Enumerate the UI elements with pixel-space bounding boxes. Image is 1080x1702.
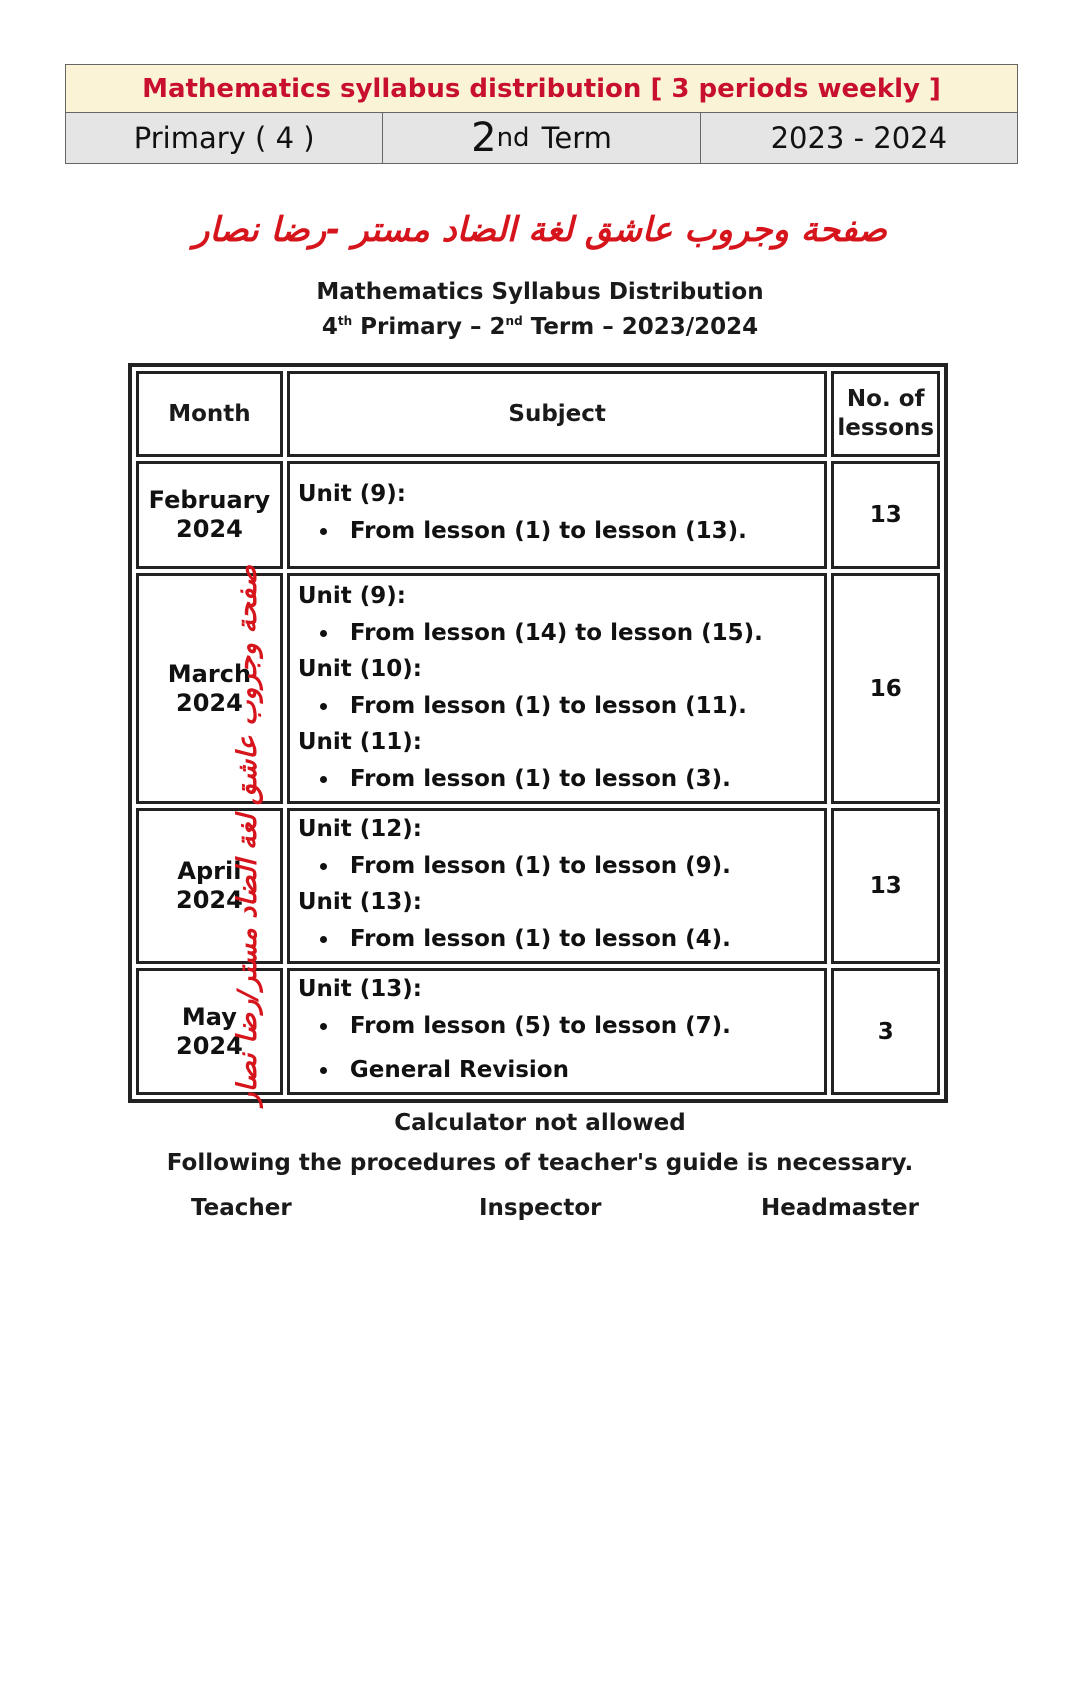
unit-label: Unit (12): bbox=[297, 816, 423, 842]
header-term-number: 2 bbox=[471, 115, 497, 161]
header-year: 2023 - 2024 bbox=[700, 113, 1017, 163]
unit-label: Unit (10): bbox=[297, 656, 423, 682]
arabic-caption: صفحة وجروب عاشق لغة الضاد مستر -رضا نصار bbox=[192, 210, 888, 250]
unit-label: Unit (9): bbox=[297, 583, 407, 609]
header-box bbox=[65, 64, 1018, 164]
header-info-row bbox=[66, 113, 1017, 163]
month-year: 2024 bbox=[176, 1031, 243, 1060]
lesson-count: 13 bbox=[831, 461, 940, 569]
month-year: 2024 bbox=[176, 688, 243, 717]
inspector-signature-label: Inspector bbox=[479, 1195, 602, 1221]
month-name: February bbox=[148, 486, 271, 514]
month-year: 2024 bbox=[176, 515, 243, 543]
month-header: Month bbox=[136, 371, 283, 457]
lesson-range: From lesson (1) to lesson (11). bbox=[350, 684, 817, 728]
calculator-note: Calculator not allowed bbox=[394, 1110, 686, 1136]
month-year: 2024 bbox=[176, 886, 243, 914]
header-term-suffix: nd bbox=[496, 123, 530, 153]
document-title-line1: Mathematics Syllabus Distribution bbox=[316, 279, 764, 305]
header-term bbox=[382, 113, 699, 163]
lesson-count: 3 bbox=[831, 968, 940, 1095]
subject-cell bbox=[287, 573, 828, 804]
month-name: April bbox=[177, 857, 242, 885]
header-title: Mathematics syllabus distribution [ 3 periods weekly ] bbox=[66, 65, 1017, 113]
header-term-word: Term bbox=[541, 121, 612, 155]
subject-header: Subject bbox=[287, 371, 828, 457]
lesson-range: From lesson (1) to lesson (9). bbox=[350, 844, 817, 888]
unit-label: Unit (11): bbox=[297, 729, 423, 755]
document-title-line2 bbox=[0, 307, 1080, 342]
term-sup: nd bbox=[505, 314, 523, 328]
table-header-row bbox=[136, 371, 940, 457]
month-name: March bbox=[167, 659, 252, 688]
general-revision: General Revision bbox=[350, 1048, 817, 1092]
subject-cell bbox=[287, 461, 828, 569]
lesson-count: 13 bbox=[831, 808, 940, 964]
lesson-range: From lesson (5) to lesson (7). bbox=[350, 1004, 817, 1048]
headmaster-signature-label: Headmaster bbox=[761, 1195, 919, 1221]
month-name: May bbox=[181, 1002, 237, 1031]
header-grade: Primary ( 4 ) bbox=[133, 121, 315, 155]
unit-label: Unit (13): bbox=[297, 889, 423, 915]
count-header-line2: lessons bbox=[837, 415, 935, 441]
lesson-range: From lesson (1) to lesson (13). bbox=[350, 509, 817, 553]
teacher-signature-label: Teacher bbox=[191, 1195, 292, 1221]
lesson-count: 16 bbox=[831, 573, 940, 804]
count-header bbox=[831, 371, 940, 457]
unit-label: Unit (13): bbox=[297, 976, 423, 1002]
grade-rest: Primary – 2 bbox=[352, 314, 506, 340]
subject-cell bbox=[287, 808, 828, 964]
lesson-range: From lesson (1) to lesson (4). bbox=[350, 917, 817, 961]
term-rest: Term – 2023/2024 bbox=[522, 314, 759, 340]
lesson-range: From lesson (14) to lesson (15). bbox=[350, 611, 817, 655]
count-header-line1: No. of bbox=[846, 386, 925, 412]
unit-label: Unit (9): bbox=[297, 481, 407, 507]
month-cell bbox=[136, 461, 283, 569]
grade-number: 4 bbox=[321, 314, 338, 340]
vertical-watermark: صفحة وجروب عاشق لغة الضاد مستر/رضا نصار bbox=[232, 565, 263, 1106]
lesson-range: From lesson (1) to lesson (3). bbox=[350, 757, 817, 801]
document-title bbox=[0, 278, 1080, 342]
subject-cell bbox=[287, 968, 828, 1095]
procedures-note: Following the procedures of teacher's guide is necessary. bbox=[166, 1150, 914, 1176]
grade-sup: th bbox=[337, 314, 353, 328]
table-row bbox=[136, 461, 940, 569]
